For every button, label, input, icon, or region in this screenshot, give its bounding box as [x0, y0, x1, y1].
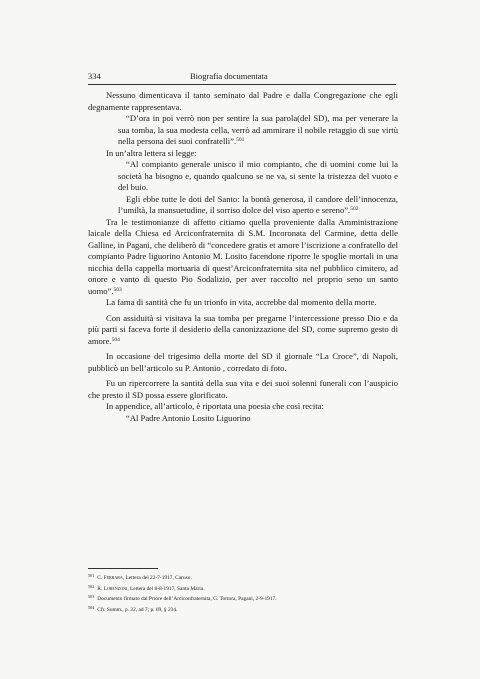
paragraph [88, 90, 398, 113]
quotation [118, 113, 398, 148]
paragraph [88, 148, 398, 160]
quotation [118, 194, 398, 217]
running-header [88, 71, 396, 83]
page-number: 334 [88, 71, 101, 81]
footnote-text: , Lettera del 8-8-1917, Santa Maria. [127, 585, 205, 592]
footnote-reference: 502 [350, 206, 359, 212]
paragraph-text: In appendice, all’articolo, è riportata una poesia che così recita: [106, 401, 324, 411]
paragraph-text: La fama di santità che fu un trionfo in vita, accrebbe dal momento della morte. [106, 297, 377, 307]
paragraph-text: Tra le testimonianze di affetto citiamo quella proveniente dalla Amministrazione laicale della Chiesa ed Arciconfraternita di S.M. Incoronata del Carmine, detta delle Galline, in Pagani, che deliberò di “concedere gratis et amore l’iscrizione a confratello del compianto Padre liguorino Antonio M. Losito facendone riporre le spoglie mortali in una nicchia della cappella mortuaria di quest’Arciconfraternita sita nel pubblico cimitero, ad onore e vanto di questo Pio Sodalizio, per aver raccolto nel proprio seno un santo uomo”. [88, 216, 398, 296]
footnote-author: R. Lorenzoni [97, 585, 128, 592]
paragraph [88, 378, 398, 401]
footnote [88, 583, 398, 594]
body-text [88, 90, 398, 424]
footnote-author: C. Ferrara [97, 575, 123, 581]
footnote-rule [88, 568, 158, 569]
header-rule [88, 84, 396, 85]
footnote-number: 504 [88, 604, 95, 610]
footnote [88, 604, 398, 615]
paragraph-text: Nessuno dimenticava il tanto seminato dal Padre e dalla Congregazione che egli degnamente rappresentava. [88, 90, 398, 112]
paragraph-text: Con assiduità si visitava la sua tomba per pregarne l’intercessione presso Dio e da più parti si faceva forte il desiderio della canonizzazione del SD, come supremo gesto di amore. [88, 312, 398, 346]
paragraph [88, 313, 398, 348]
paragraph [88, 297, 398, 309]
paragraph-text: “Al compianto generale unisco il mio compianto, che di uomini come lui la società ha bisogno e, quando qualcuno se ne va, si sente la tristezza del vuoto e del buio. [118, 159, 398, 192]
footnote-reference: 504 [111, 336, 120, 343]
paragraph-text: “Al Padre Antonio Losito Liguorino [126, 412, 251, 423]
footnote-reference: 501 [236, 137, 245, 143]
footnote-text: , Lettera del 22-7-1917, Caruso. [122, 575, 192, 581]
quotation [118, 413, 398, 425]
footnote-number: 502 [88, 583, 95, 589]
paragraph-text: Egli ebbe tutte le doti del Santo: la bontà generosa, il candore dell’innocenza, l’umiltà, la mansuetudine, il sorriso dolce del viso aperto e sereno”. [118, 193, 398, 215]
paragraph-text: In occasione del trigesimo della morte del SD il giornale “La Croce”, di Napoli, pubblicò un bell’articolo su P. Antonio , corredato di foto. [88, 351, 398, 373]
footnote-number: 501 [88, 573, 95, 578]
paragraph [88, 351, 398, 374]
paragraph-text: In un’altra lettera si legge: [106, 147, 197, 158]
paragraph [88, 401, 398, 413]
footnote-reference: 503 [113, 286, 122, 293]
footnote [88, 593, 398, 604]
footnote [88, 572, 398, 583]
footnotes [88, 572, 398, 614]
footnote-number: 503 [88, 594, 95, 600]
paragraph-text: “D’ora in poi verrò non per sentire la sua parola(del SD), ma per venerare la sua tomba, la sua modesta cella, verrò ad ammirare il nobile retaggio di sue virtù nella persona dei suoi confratelli”. [118, 113, 398, 146]
quotation [118, 159, 398, 194]
paragraph-text: Fu un ripercorrere la santità della sua vita e dei suoi solenni funerali con l’auspicio che presto il SD possa essere glorificato. [88, 378, 398, 400]
footnote-text: Documento firmato dal Priore dell’Arciconfraternita, G. Tortora, Pagani, 2-9-1917. [97, 596, 277, 603]
footnote-text: Cfr. Summ., p. 22, ad 7; p. 69, § 234. [97, 606, 178, 613]
running-title: Biografia documentata [190, 71, 268, 81]
paragraph [88, 217, 398, 298]
